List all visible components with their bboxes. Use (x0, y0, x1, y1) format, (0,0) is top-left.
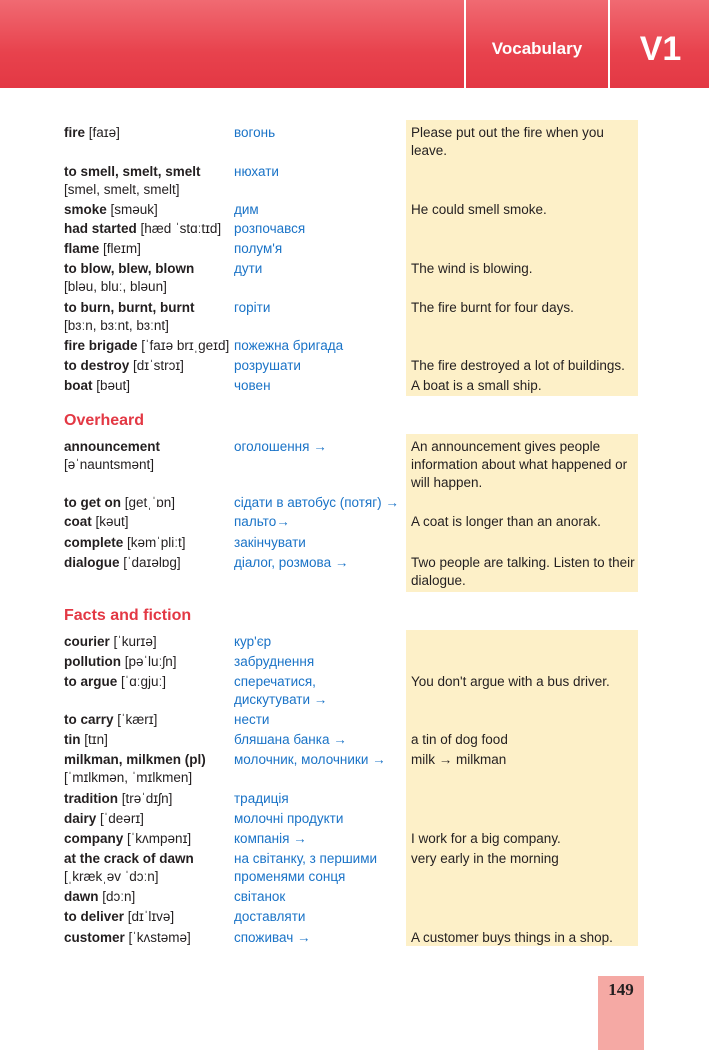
word: to destroy (64, 358, 130, 373)
word: boat (64, 378, 93, 393)
word: to smell, smelt, smelt (64, 164, 201, 179)
transcription: [bɜːn, bɜːnt, bɜːnt] (64, 318, 169, 333)
word: announcement (64, 439, 161, 454)
word: to blow, blew, blown (64, 261, 195, 276)
example: Two people are talking. Listen to their dialogue. (411, 555, 635, 588)
word: courier (64, 634, 110, 649)
example: a tin of dog food (411, 732, 508, 747)
transcription: [əˈnauntsmənt] (64, 457, 155, 472)
translation: дути (234, 261, 263, 276)
examples-panel-1 (406, 120, 638, 396)
word: smoke (64, 202, 107, 217)
translation: споживач → (234, 930, 311, 945)
example: An announcement gives people information about what happened or will happen. (411, 439, 628, 490)
section-title-facts-and-fiction: Facts and fiction (64, 607, 192, 624)
transcription: [bəut] (96, 378, 131, 393)
translation: горіти (234, 300, 271, 315)
transcription: [trəˈdɪʃn] (121, 791, 173, 806)
example: He could smell smoke. (411, 202, 547, 217)
transcription: [getˌˈɒn] (124, 495, 176, 510)
word: fire brigade (64, 338, 138, 353)
word: company (64, 831, 124, 846)
unit-label: V1 (639, 29, 682, 68)
word: dialogue (64, 555, 120, 570)
transcription: [pəˈluːʃn] (124, 654, 177, 669)
translation: молочні продукти (234, 811, 344, 826)
page-number: 149 (608, 980, 634, 999)
translation: кур'єр (234, 634, 272, 649)
example: A boat is a small ship. (411, 378, 542, 393)
example: very early in the morning (411, 851, 559, 866)
transcription: [dɪˈlɪvə] (127, 909, 175, 924)
transcription: [hæd ˈstɑːtɪd] (140, 221, 222, 236)
word: dairy (64, 811, 97, 826)
word: to get on (64, 495, 121, 510)
word: milkman, milkmen (pl) (64, 752, 206, 767)
word: had started (64, 221, 137, 236)
word: coat (64, 514, 92, 529)
translation: забруднення (234, 654, 315, 669)
word: flame (64, 241, 100, 256)
translation: пожежна бригада (234, 338, 344, 353)
translation: розрушати (234, 358, 301, 373)
word: dawn (64, 889, 99, 904)
translation: пальто→ (234, 514, 290, 529)
word: fire (64, 125, 86, 140)
transcription: [ˈkurɪə] (113, 634, 157, 649)
transcription: [ˈmɪlkmən, ˈmɪlkmen] (64, 770, 193, 785)
word: to carry (64, 712, 114, 727)
transcription: [bləu, bluː, bləun] (64, 279, 167, 294)
example: A customer buys things in a shop. (411, 930, 613, 945)
example: The fire burnt for four days. (411, 300, 574, 315)
translation: компанія → (234, 831, 307, 846)
word: pollution (64, 654, 121, 669)
transcription: [ˌkrækˌəv ˈdɔːn] (64, 869, 159, 884)
translation: вогонь (234, 125, 276, 140)
translation: полум'я (234, 241, 283, 256)
translation: доставляти (234, 909, 306, 924)
section-title-overheard: Overheard (64, 412, 145, 429)
translation: молочник, молочники → (234, 752, 386, 767)
example: milk → milkman (411, 752, 507, 767)
transcription: [ˈkʌmpənɪ] (127, 831, 192, 846)
transcription: [ˈɑːgjuː] (121, 674, 167, 689)
example: A coat is longer than an anorak. (411, 514, 601, 529)
translation: човен (234, 378, 271, 393)
translation: нюхати (234, 164, 279, 179)
translation: сідати в автобус (потяг) → (234, 495, 399, 510)
example: The fire destroyed a lot of buildings. (411, 358, 625, 373)
translation: світанок (234, 889, 286, 904)
transcription: [ˈfaɪə brɪˌgeɪd] (141, 338, 230, 353)
transcription: [kəmˈpliːt] (127, 535, 186, 550)
word: customer (64, 930, 125, 945)
word: tin (64, 732, 81, 747)
word: tradition (64, 791, 118, 806)
transcription: [faɪə] (88, 125, 120, 140)
translation: бляшана банка → (234, 732, 347, 747)
word: at the crack of dawn (64, 851, 194, 866)
translation: нести (234, 712, 270, 727)
transcription: [dɔːn] (102, 889, 136, 904)
transcription: [ˈdeərɪ] (100, 811, 144, 826)
transcription: [sməuk] (110, 202, 158, 217)
example: You don't argue with a bus driver. (411, 674, 610, 689)
word: to argue (64, 674, 118, 689)
transcription: [fleɪm] (103, 241, 141, 256)
translation: закінчувати (234, 535, 306, 550)
word: to deliver (64, 909, 125, 924)
translation: оголошення → (234, 439, 327, 454)
example: The wind is blowing. (411, 261, 533, 276)
transcription: [dɪˈstrɔɪ] (133, 358, 184, 373)
translation: розпочався (234, 221, 306, 236)
translation: сперечатися, дискутувати → (234, 674, 328, 707)
section-label: Vocabulary (464, 0, 610, 88)
word: complete (64, 535, 124, 550)
word: to burn, burnt, burnt (64, 300, 195, 315)
translation: дим (234, 202, 259, 217)
translation: на світанку, з першими променями сонця (234, 851, 378, 884)
transcription: [ˈkʌstəmə] (128, 930, 191, 945)
transcription: [smel, smelt, smelt] (64, 182, 180, 197)
example: Please put out the fire when you leave. (411, 125, 604, 158)
translation: традиція (234, 791, 289, 806)
transcription: [tɪn] (84, 732, 108, 747)
transcription: [kəut] (95, 514, 129, 529)
transcription: [ˈdaɪəlɒg] (123, 555, 181, 570)
example: I work for a big company. (411, 831, 561, 846)
translation: діалог, розмова → (234, 555, 349, 570)
transcription: [ˈkærɪ] (117, 712, 158, 727)
